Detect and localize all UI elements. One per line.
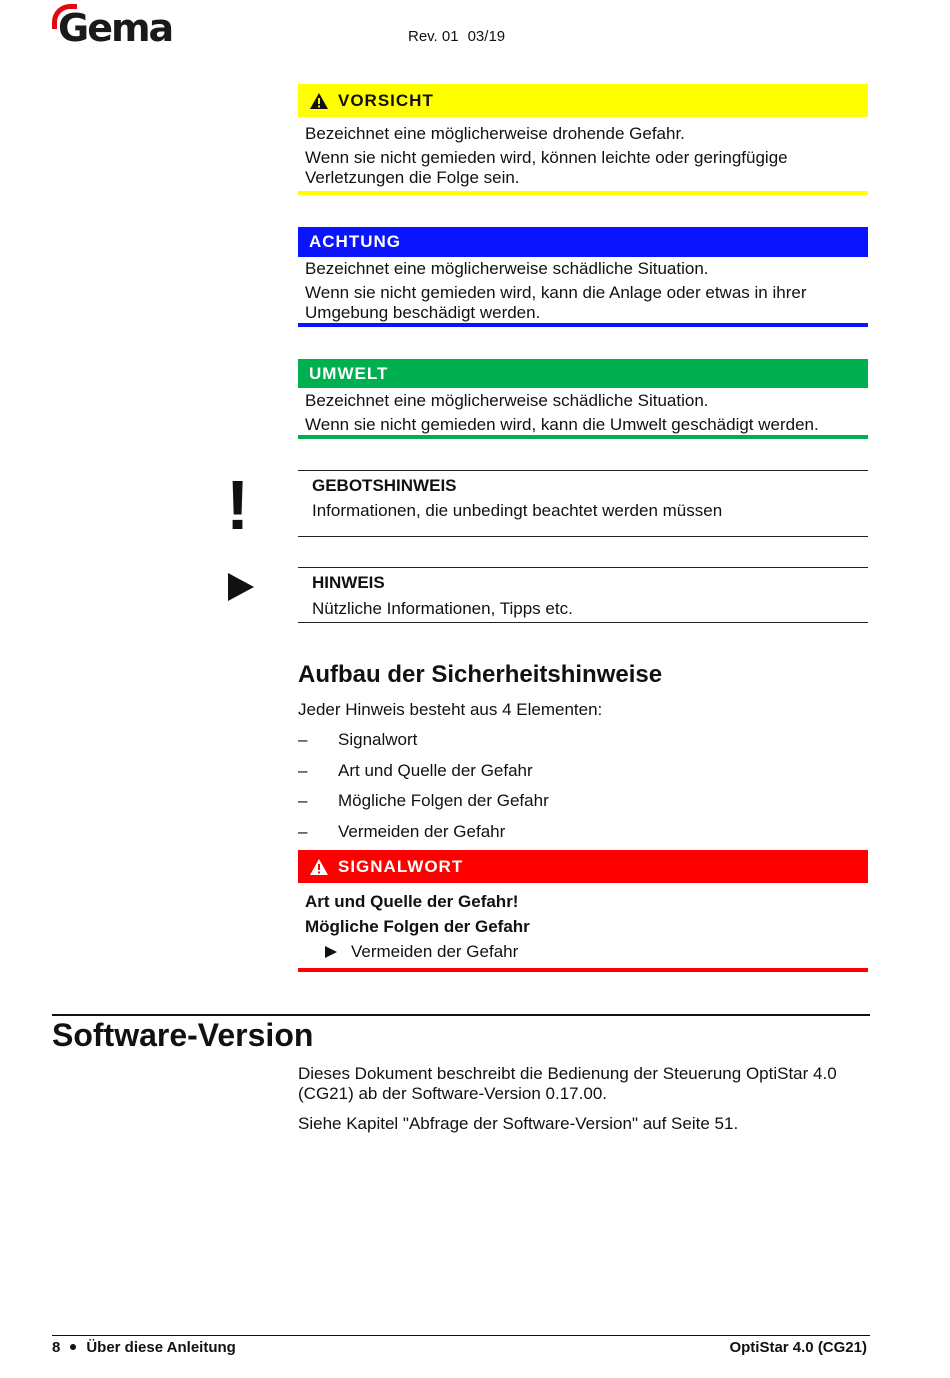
gema-logo (52, 2, 173, 50)
revision-number: Rev. 01 (408, 28, 459, 45)
footer-left (52, 1339, 236, 1356)
structure-heading: Aufbau der Sicherheitshinweise (298, 661, 663, 688)
umwelt-text (305, 391, 865, 439)
gebot-top-rule (298, 470, 868, 471)
list-item-text: Mögliche Folgen der Gefahr (338, 791, 549, 810)
signalwort-action (325, 942, 530, 962)
vorsicht-text (305, 124, 865, 192)
umwelt-underline (298, 435, 868, 439)
achtung-line2: Wenn sie nicht gemieden wird, kann die Anlage oder etwas in ihrer Umgebung beschädigt werden. (305, 283, 807, 322)
software-heading: Software-Version (52, 1017, 314, 1053)
gebot-title: GEBOTSHINWEIS (312, 476, 457, 495)
vorsicht-line1: Bezeichnet eine möglicherweise drohende Gefahr. (305, 124, 685, 143)
revision-label (408, 28, 505, 45)
hinweis-bottom-rule (298, 622, 868, 623)
vorsicht-line2: Wenn sie nicht gemieden wird, können leichte oder geringfügige Verletzungen die Folge sein. (305, 148, 788, 187)
page-number: 8 (52, 1339, 61, 1356)
achtung-underline (298, 323, 868, 327)
umwelt-line2: Wenn sie nicht gemieden wird, kann die Umwelt geschädigt werden. (305, 415, 819, 434)
footer-rule (52, 1335, 870, 1336)
gebot-body: Informationen, die unbedingt beachtet werden müssen (312, 501, 723, 520)
list-item-text: Vermeiden der Gefahr (338, 821, 506, 841)
hinweis-top-rule (298, 567, 868, 568)
bullet-dash: – (298, 760, 308, 780)
list-item-text: Signalwort (338, 730, 418, 749)
signalwort-underline (298, 968, 868, 972)
achtung-text (305, 259, 865, 327)
achtung-line1: Bezeichnet eine möglicherweise schädliche Situation. (305, 259, 709, 278)
revision-date: 03/19 (467, 28, 506, 45)
achtung-banner (298, 227, 868, 257)
achtung-title: ACHTUNG (309, 232, 401, 251)
exclamation-icon: ! (226, 466, 250, 544)
logo-text: Gema (58, 6, 173, 50)
section-rule (52, 1014, 870, 1016)
hinweis-body: Nützliche Informationen, Tipps etc. (312, 599, 573, 618)
structure-list (298, 730, 549, 852)
software-para2: Siehe Kapitel "Abfrage der Software-Version" auf Seite 51. (298, 1114, 739, 1133)
umwelt-banner (298, 359, 868, 388)
signalwort-banner (298, 850, 868, 883)
product-name: OptiStar 4.0 (CG21) (729, 1339, 867, 1356)
umwelt-line1: Bezeichnet eine möglicherweise schädliche Situation. (305, 391, 709, 410)
signalwort-text (305, 892, 530, 962)
list-item (298, 730, 549, 761)
software-para1: Dieses Dokument beschreibt die Bedienung der Steuerung OptiStar 4.0 (CG21) ab der Software-Version 0.17.00. (298, 1064, 837, 1103)
bullet-dash: – (298, 791, 308, 810)
signalwort-line2: Mögliche Folgen der Gefahr (305, 917, 530, 936)
gebot-bottom-rule (298, 536, 868, 537)
umwelt-title: UMWELT (309, 363, 389, 383)
list-item-text: Art und Quelle der Gefahr (338, 760, 533, 780)
structure-intro: Jeder Hinweis besteht aus 4 Elementen: (298, 700, 603, 719)
signalwort-title: SIGNALWORT (338, 856, 464, 876)
vorsicht-banner (298, 84, 868, 117)
signalwort-line1: Art und Quelle der Gefahr! (305, 892, 519, 911)
signalwort-action-text: Vermeiden der Gefahr (351, 942, 519, 961)
vorsicht-title: VORSICHT (338, 90, 434, 110)
play-arrow-icon (228, 573, 254, 601)
chapter-title: Über diese Anleitung (86, 1339, 236, 1356)
bullet-dot-icon (70, 1344, 76, 1350)
warning-triangle-icon (309, 858, 329, 876)
action-arrow-icon (325, 946, 337, 958)
vorsicht-underline (298, 191, 868, 195)
list-item (298, 791, 549, 822)
bullet-dash: – (298, 730, 308, 749)
warning-triangle-icon (309, 92, 329, 110)
list-item (298, 761, 549, 792)
hinweis-title: HINWEIS (312, 573, 385, 592)
bullet-dash: – (298, 821, 308, 841)
list-item (298, 822, 549, 853)
